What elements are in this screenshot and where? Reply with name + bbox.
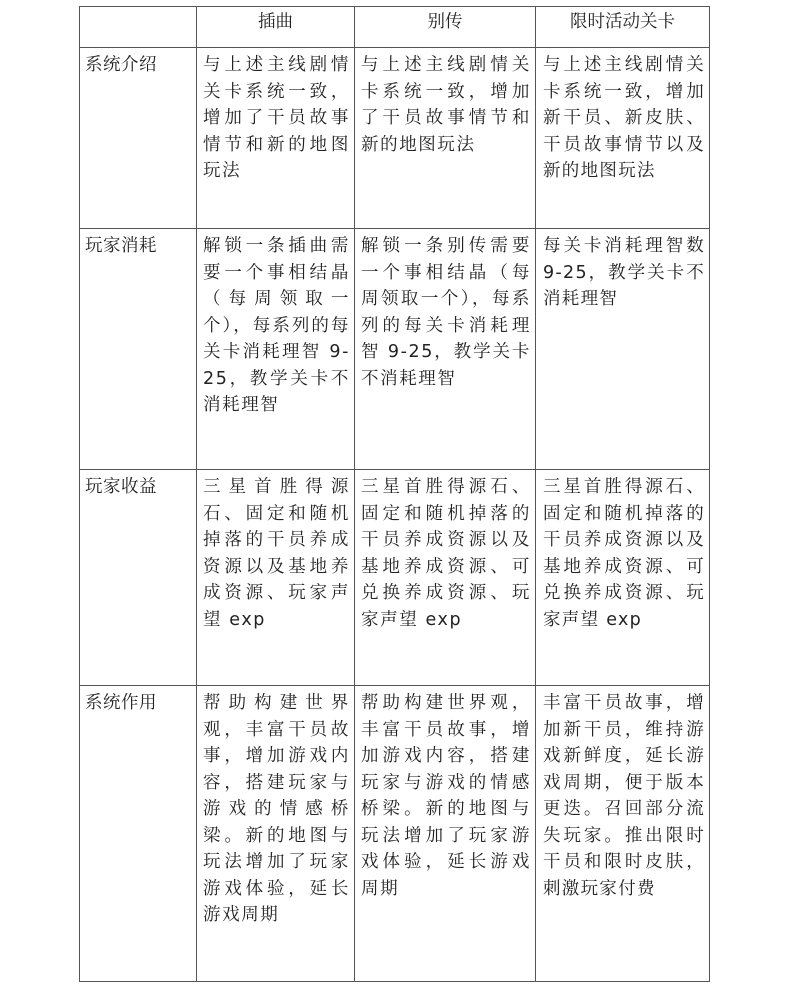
table-cell: 帮助构建世界观，丰富干员故事，增加游戏内容，搭建玩家与游戏的情感桥梁。新的地图与玩法增加了玩家游戏体验，延长游戏周期: [197, 686, 355, 982]
table-cell: 三星首胜得源石、固定和随机掉落的干员养成资源以及基地养成资源、可兑换养成资源、玩家声望 exp: [536, 470, 710, 686]
header-interlude: 插曲: [197, 7, 355, 48]
comparison-table: [79, 6, 710, 982]
table-cell: 帮助构建世界观，丰富干员故事，增加游戏内容，搭建玩家与游戏的情感桥梁。新的地图与玩法增加了玩家游戏体验，延长游戏周期: [355, 686, 536, 982]
row-label-player-reward: 玩家收益: [80, 470, 197, 686]
table-row: [80, 470, 710, 686]
table-cell: 每关卡消耗理智数 9-25，教学关卡不消耗理智: [536, 229, 710, 470]
row-label-player-cost: 玩家消耗: [80, 229, 197, 470]
header-row: [80, 7, 710, 48]
table-cell: 与上述主线剧情关卡系统一致，增加新干员、新皮肤、干员故事情节以及新的地图玩法: [536, 48, 710, 229]
table-cell: 解锁一条别传需要一个事相结晶（每周领取一个），每系列的每关卡消耗理智 9-25，教学关卡不消耗理智: [355, 229, 536, 470]
table-row: [80, 48, 710, 229]
row-label-system-intro: 系统介绍: [80, 48, 197, 229]
table-cell: 与上述主线剧情关卡系统一致，增加了干员故事情节和新的地图玩法: [197, 48, 355, 229]
table-cell: 丰富干员故事，增加新干员，维持游戏新鲜度，延长游戏周期，便于版本更迭。召回部分流失玩家。推出限时干员和限时皮肤，刺激玩家付费: [536, 686, 710, 982]
table-cell: 三星首胜得源石、固定和随机掉落的干员养成资源以及基地养成资源、可兑换养成资源、玩家声望 exp: [355, 470, 536, 686]
row-label-system-function: 系统作用: [80, 686, 197, 982]
table-cell: 解锁一条插曲需要一个事相结晶（每周领取一个），每系列的每关卡消耗理智 9-25，教学关卡不消耗理智: [197, 229, 355, 470]
table-row: [80, 686, 710, 982]
header-limited-event: 限时活动关卡: [536, 7, 710, 48]
header-corner-cell: [80, 7, 197, 48]
header-side-story: 别传: [355, 7, 536, 48]
table-cell: 与上述主线剧情关卡系统一致，增加了干员故事情节和新的地图玩法: [355, 48, 536, 229]
table-row: [80, 229, 710, 470]
table-cell: 三星首胜得源石、固定和随机掉落的干员养成资源以及基地养成资源、玩家声望 exp: [197, 470, 355, 686]
